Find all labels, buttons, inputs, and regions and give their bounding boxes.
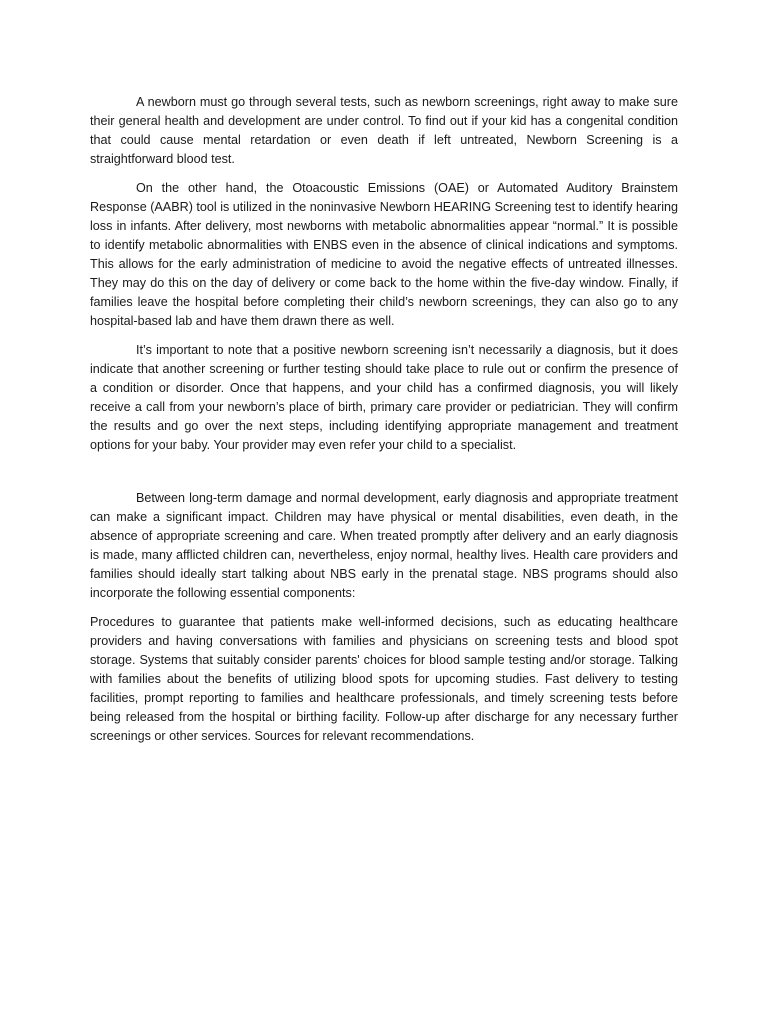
paragraph-early-diagnosis: Between long-term damage and normal development, early diagnosis and appropriate treatment can make a significant impact. Children may have physical or mental disabilities, even death, in the absence of appropriate screening and care. When treated promptly after delivery and an early diagnosis is made, many afflicted children can, nevertheless, enjoy normal, healthy lives. Health care providers and families should ideally start talking about NBS early in the prenatal stage. NBS programs should also incorporate the following essential components: [90,491,678,600]
paragraph-newborn-screening-intro: A newborn must go through several tests, such as newborn screenings, right away to make sure their general health and development are under control. To find out if your kid has a congenital condition that could cause mental retardation or even death if left untreated, Newborn Screening is a straightforward blood test. [90,95,678,166]
paragraph-positive-screening: It’s important to note that a positive newborn screening isn’t necessarily a diagnosis, but it does indicate that another screening or further testing should take place to rule out or confirm the presence of a condition or disorder. Once that happens, and your child has a confirmed diagnosis, you will likely receive a call from your newborn’s place of birth, primary care provider or pediatrician. They will confirm the results and go over the next steps, including identifying appropriate management and treatment options for your baby. Your provider may even refer your child to a specialist. [90,343,678,452]
document-page [90,93,678,756]
paragraph-essential-components: Procedures to guarantee that patients make well-informed decisions, such as educating healthcare providers and having conversations with families and physicians on screening tests and blood spot storage. Systems that suitably consider parents' choices for blood sample testing and/or storage. Talking with families about the benefits of utilizing blood spots for upcoming studies. Fast delivery to testing facilities, prompt reporting to families and healthcare professionals, and timely screening tests before being released from the hospital or birthing facility. Follow-up after discharge for any necessary further screenings or other services. Sources for relevant recommendations. [90,615,678,743]
paragraph-hearing-screening: On the other hand, the Otoacoustic Emissions (OAE) or Automated Auditory Brainstem Response (AABR) tool is utilized in the noninvasive Newborn HEARING Screening test to identify hearing loss in infants. After delivery, most newborns with metabolic abnormalities appear “normal.” It is possible to identify metabolic abnormalities with ENBS even in the absence of clinical indications and symptoms. This allows for the early administration of medicine to avoid the negative effects of untreated illnesses. They may do this on the day of delivery or come back to the home within the five-day window. Finally, if families leave the hospital before completing their child’s newborn screenings, they can also go to any hospital-based lab and have them drawn there as well. [90,181,679,328]
